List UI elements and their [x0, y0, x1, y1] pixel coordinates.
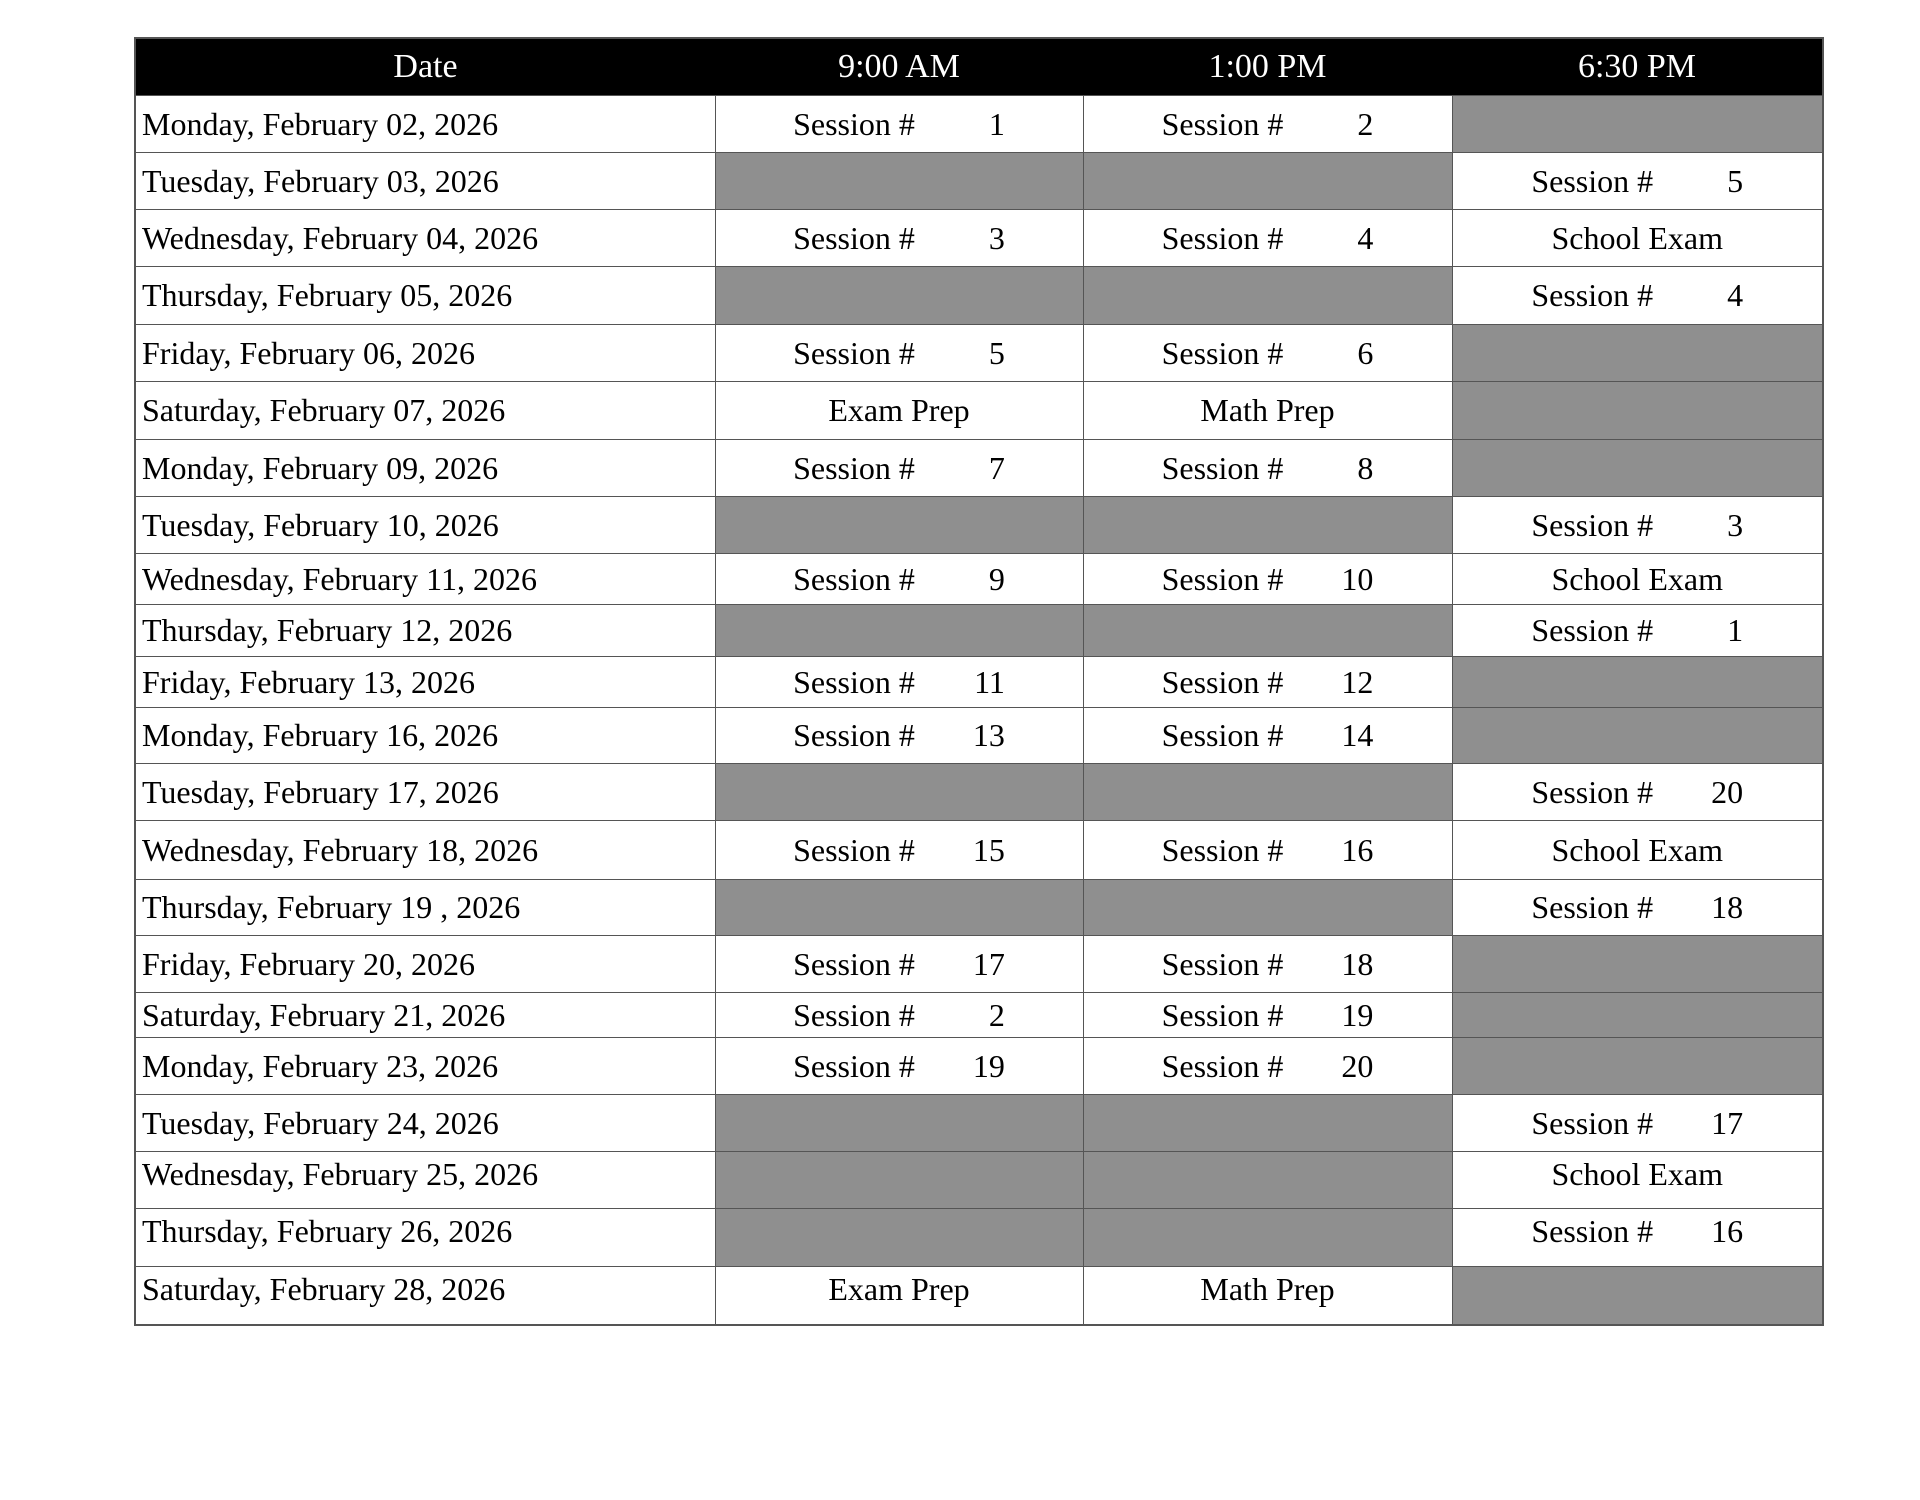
slot-9am — [715, 993, 1083, 1038]
session-entry — [793, 1048, 1005, 1085]
session-entry — [1531, 1213, 1743, 1250]
session-label: Session # — [1531, 506, 1654, 543]
session-number: 3 — [1727, 506, 1744, 543]
slot-630pm-unavailable — [1452, 325, 1823, 382]
date-cell: Saturday, February 28, 2026 — [135, 1267, 715, 1325]
session-entry — [793, 106, 1005, 143]
date-cell: Friday, February 20, 2026 — [135, 936, 715, 993]
session-label: Session # — [1161, 831, 1284, 868]
schedule-table — [134, 37, 1824, 1326]
session-label: Session # — [1161, 334, 1284, 371]
slot-1pm-unavailable — [1083, 880, 1452, 936]
slot-1pm-unavailable — [1083, 153, 1452, 210]
session-entry — [1162, 664, 1374, 701]
date-cell: Thursday, February 26, 2026 — [135, 1209, 715, 1267]
slot-630pm: School Exam — [1452, 210, 1823, 267]
session-number: 5 — [988, 334, 1005, 371]
session-entry — [793, 717, 1005, 754]
date-cell: Monday, February 09, 2026 — [135, 440, 715, 497]
date-cell: Tuesday, February 17, 2026 — [135, 764, 715, 821]
date-cell: Monday, February 23, 2026 — [135, 1038, 715, 1095]
date-cell: Wednesday, February 04, 2026 — [135, 210, 715, 267]
date-cell: Tuesday, February 10, 2026 — [135, 497, 715, 554]
schedule-body — [135, 96, 1823, 1325]
slot-9am — [715, 1038, 1083, 1095]
slot-9am — [715, 554, 1083, 605]
session-number: 5 — [1727, 162, 1744, 199]
date-cell: Thursday, February 05, 2026 — [135, 267, 715, 325]
session-entry — [1531, 507, 1743, 544]
table-row — [135, 1038, 1823, 1095]
session-number: 18 — [1341, 945, 1374, 982]
header-1pm: 1:00 PM — [1083, 38, 1452, 96]
slot-630pm: School Exam — [1452, 821, 1823, 880]
session-number: 17 — [1711, 1104, 1744, 1141]
session-label: Session # — [1531, 277, 1654, 313]
session-number: 1 — [1727, 612, 1744, 648]
slot-9am — [715, 708, 1083, 764]
session-number: 2 — [988, 996, 1005, 1033]
table-row — [135, 1209, 1823, 1267]
slot-630pm-unavailable — [1452, 936, 1823, 993]
slot-9am — [715, 440, 1083, 497]
slot-9am — [715, 821, 1083, 880]
slot-1pm — [1083, 325, 1452, 382]
session-entry — [1531, 1105, 1743, 1142]
slot-1pm — [1083, 554, 1452, 605]
slot-9am-unavailable — [715, 1152, 1083, 1209]
slot-1pm — [1083, 936, 1452, 993]
table-row — [135, 440, 1823, 497]
session-label: Session # — [793, 219, 915, 256]
table-row — [135, 382, 1823, 440]
session-label: Session # — [1161, 219, 1284, 256]
session-label: Session # — [793, 945, 915, 982]
slot-630pm — [1452, 497, 1823, 554]
table-row — [135, 153, 1823, 210]
session-number: 13 — [972, 717, 1005, 753]
session-label: Session # — [1161, 449, 1284, 486]
table-row — [135, 1152, 1823, 1209]
session-number: 10 — [1341, 560, 1374, 597]
table-row — [135, 210, 1823, 267]
session-label: Session # — [1161, 996, 1284, 1033]
slot-9am-unavailable — [715, 267, 1083, 325]
session-label: Session # — [793, 996, 915, 1033]
session-label: Session # — [1161, 105, 1284, 142]
session-entry — [1531, 163, 1743, 200]
session-entry — [793, 664, 1005, 701]
slot-1pm — [1083, 657, 1452, 708]
slot-630pm — [1452, 605, 1823, 657]
slot-1pm-unavailable — [1083, 267, 1452, 325]
table-row — [135, 880, 1823, 936]
slot-630pm-unavailable — [1452, 96, 1823, 153]
date-cell: Saturday, February 07, 2026 — [135, 382, 715, 440]
session-number: 14 — [1341, 717, 1374, 753]
date-cell: Wednesday, February 18, 2026 — [135, 821, 715, 880]
slot-630pm-unavailable — [1452, 708, 1823, 764]
session-entry — [1531, 889, 1743, 926]
session-number: 9 — [988, 560, 1005, 597]
slot-630pm — [1452, 1209, 1823, 1267]
session-label: Session # — [793, 717, 915, 753]
slot-1pm — [1083, 440, 1452, 497]
session-number: 20 — [1711, 773, 1744, 810]
table-row — [135, 993, 1823, 1038]
date-cell: Monday, February 02, 2026 — [135, 96, 715, 153]
session-entry — [1162, 1048, 1374, 1085]
session-number: 18 — [1711, 889, 1744, 925]
slot-1pm-unavailable — [1083, 605, 1452, 657]
session-entry — [793, 450, 1005, 487]
date-cell: Saturday, February 21, 2026 — [135, 993, 715, 1038]
header-630pm: 6:30 PM — [1452, 38, 1823, 96]
session-label: Session # — [1531, 773, 1654, 810]
slot-9am-unavailable — [715, 1209, 1083, 1267]
session-entry — [1162, 450, 1374, 487]
date-cell: Wednesday, February 11, 2026 — [135, 554, 715, 605]
session-number: 19 — [1341, 996, 1374, 1033]
slot-9am: Exam Prep — [715, 382, 1083, 440]
slot-9am-unavailable — [715, 497, 1083, 554]
date-cell: Monday, February 16, 2026 — [135, 708, 715, 764]
slot-1pm — [1083, 993, 1452, 1038]
session-entry — [793, 335, 1005, 372]
session-entry — [1162, 220, 1374, 257]
session-entry — [793, 220, 1005, 257]
slot-630pm — [1452, 764, 1823, 821]
session-entry — [1531, 774, 1743, 811]
session-entry — [1162, 832, 1374, 869]
slot-9am — [715, 210, 1083, 267]
header-row — [135, 38, 1823, 96]
session-label: Session # — [1161, 1047, 1284, 1084]
session-label: Session # — [1531, 612, 1654, 648]
table-row — [135, 936, 1823, 993]
session-label: Session # — [1531, 162, 1654, 199]
slot-630pm — [1452, 1095, 1823, 1152]
session-entry — [793, 997, 1005, 1034]
slot-9am: Exam Prep — [715, 1267, 1083, 1325]
session-entry — [1162, 997, 1374, 1034]
slot-9am-unavailable — [715, 880, 1083, 936]
slot-9am — [715, 96, 1083, 153]
session-label: Session # — [793, 449, 915, 486]
slot-630pm-unavailable — [1452, 993, 1823, 1038]
session-number: 2 — [1357, 105, 1374, 142]
session-entry — [793, 946, 1005, 983]
session-number: 16 — [1341, 831, 1374, 868]
slot-9am — [715, 325, 1083, 382]
slot-630pm-unavailable — [1452, 657, 1823, 708]
date-cell: Thursday, February 19 , 2026 — [135, 880, 715, 936]
session-entry — [793, 561, 1005, 598]
table-row — [135, 1095, 1823, 1152]
session-label: Session # — [793, 105, 915, 142]
session-number: 3 — [988, 219, 1005, 256]
slot-9am — [715, 936, 1083, 993]
table-row — [135, 554, 1823, 605]
session-label: Session # — [793, 831, 915, 868]
session-number: 20 — [1341, 1047, 1374, 1084]
session-label: Session # — [793, 560, 915, 597]
session-number: 19 — [972, 1047, 1005, 1084]
slot-9am-unavailable — [715, 764, 1083, 821]
session-label: Session # — [1531, 1213, 1654, 1249]
table-row — [135, 821, 1823, 880]
session-label: Session # — [793, 663, 915, 700]
session-number: 6 — [1357, 334, 1374, 371]
slot-1pm: Math Prep — [1083, 382, 1452, 440]
slot-630pm: School Exam — [1452, 1152, 1823, 1209]
session-entry — [1531, 277, 1743, 314]
date-cell: Tuesday, February 03, 2026 — [135, 153, 715, 210]
session-label: Session # — [1161, 560, 1284, 597]
slot-630pm — [1452, 267, 1823, 325]
date-cell: Thursday, February 12, 2026 — [135, 605, 715, 657]
session-number: 4 — [1357, 219, 1374, 256]
table-row — [135, 708, 1823, 764]
session-number: 15 — [972, 831, 1005, 868]
slot-1pm-unavailable — [1083, 1095, 1452, 1152]
slot-1pm — [1083, 708, 1452, 764]
slot-630pm-unavailable — [1452, 1038, 1823, 1095]
slot-1pm-unavailable — [1083, 497, 1452, 554]
slot-9am — [715, 657, 1083, 708]
table-row — [135, 1267, 1823, 1325]
slot-630pm-unavailable — [1452, 440, 1823, 497]
session-number: 8 — [1357, 449, 1374, 486]
table-row — [135, 96, 1823, 153]
slot-1pm-unavailable — [1083, 764, 1452, 821]
slot-9am-unavailable — [715, 153, 1083, 210]
session-label: Session # — [1161, 717, 1284, 753]
slot-1pm-unavailable — [1083, 1152, 1452, 1209]
table-row — [135, 657, 1823, 708]
session-entry — [1162, 561, 1374, 598]
table-row — [135, 267, 1823, 325]
session-number: 11 — [974, 663, 1005, 700]
session-label: Session # — [793, 334, 915, 371]
slot-630pm: School Exam — [1452, 554, 1823, 605]
session-entry — [1162, 335, 1374, 372]
session-entry — [1531, 612, 1743, 649]
slot-630pm — [1452, 153, 1823, 210]
slot-1pm — [1083, 96, 1452, 153]
session-number: 4 — [1727, 277, 1744, 313]
session-label: Session # — [1161, 945, 1284, 982]
table-row — [135, 497, 1823, 554]
slot-630pm-unavailable — [1452, 382, 1823, 440]
session-entry — [793, 832, 1005, 869]
slot-1pm — [1083, 210, 1452, 267]
slot-1pm: Math Prep — [1083, 1267, 1452, 1325]
session-number: 1 — [988, 105, 1005, 142]
date-cell: Friday, February 06, 2026 — [135, 325, 715, 382]
date-cell: Friday, February 13, 2026 — [135, 657, 715, 708]
date-cell: Wednesday, February 25, 2026 — [135, 1152, 715, 1209]
header-date: Date — [135, 38, 715, 96]
slot-9am-unavailable — [715, 605, 1083, 657]
session-label: Session # — [1531, 889, 1654, 925]
session-number: 17 — [972, 945, 1005, 982]
date-cell: Tuesday, February 24, 2026 — [135, 1095, 715, 1152]
table-row — [135, 605, 1823, 657]
session-entry — [1162, 106, 1374, 143]
slot-1pm-unavailable — [1083, 1209, 1452, 1267]
session-number: 7 — [988, 449, 1005, 486]
session-number: 16 — [1711, 1213, 1744, 1249]
session-label: Session # — [1531, 1104, 1654, 1141]
slot-9am-unavailable — [715, 1095, 1083, 1152]
slot-630pm — [1452, 880, 1823, 936]
header-9am: 9:00 AM — [715, 38, 1083, 96]
session-number: 12 — [1341, 663, 1374, 700]
table-row — [135, 325, 1823, 382]
session-label: Session # — [793, 1047, 915, 1084]
slot-630pm-unavailable — [1452, 1267, 1823, 1325]
slot-1pm — [1083, 1038, 1452, 1095]
table-row — [135, 764, 1823, 821]
session-label: Session # — [1161, 663, 1284, 700]
slot-1pm — [1083, 821, 1452, 880]
session-entry — [1162, 946, 1374, 983]
session-entry — [1162, 717, 1374, 754]
